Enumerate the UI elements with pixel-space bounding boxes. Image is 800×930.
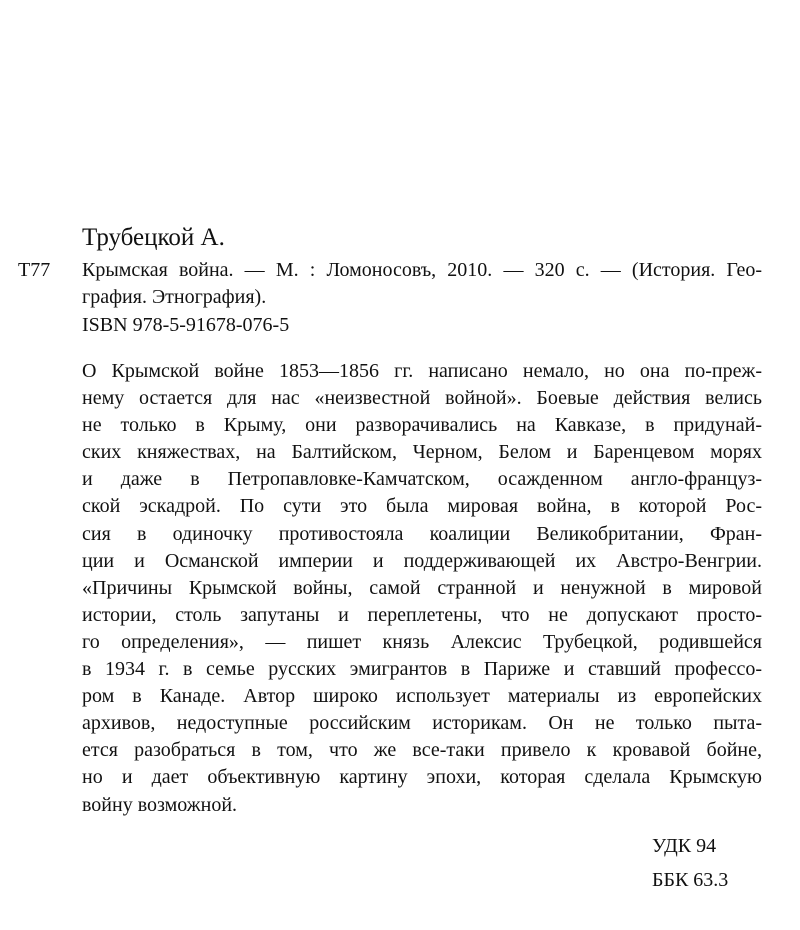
udk-code: УДК 94 — [652, 835, 717, 857]
annotation-line: но и дает объективную картину эпохи, которая сделала Крымскую — [82, 766, 762, 789]
annotation-line: сия в одиночку противостояла коалиции Великобритании, Фран- — [82, 522, 762, 545]
author-name: Трубецкой А. — [82, 224, 225, 251]
annotation-line: ром в Канаде. Автор широко использует материалы из европейских — [82, 685, 762, 708]
bibliographic-line-1: Крымская война. — М. : Ломоносовъ, 2010. — 320 с. — (История. Гео- — [82, 259, 762, 281]
annotation-line: истории, столь запутаны и переплетены, что не допускают просто- — [82, 603, 762, 626]
annotation-line: не только в Крыму, они разворачивались на Кавказе, в придунай- — [82, 414, 762, 437]
bbk-code: ББК 63.3 — [652, 869, 729, 891]
annotation-line: нему остается для нас «неизвестной войной». Боевые действия велись — [82, 387, 762, 410]
annotation-paragraph — [82, 358, 762, 819]
annotation-line: ции и Османской империи и поддерживающей их Австро-Венгрии. — [82, 549, 762, 572]
annotation-line: го определения», — пишет князь Алексис Трубецкой, родившейся — [82, 630, 762, 653]
annotation-line: ется разобраться в том, что же все-таки привело к кровавой бойне, — [82, 739, 762, 762]
annotation-line: ской эскадрой. По сути это была мировая война, в которой Рос- — [82, 495, 762, 518]
bibliographic-line-2: графия. Этнография). — [82, 286, 267, 308]
annotation-line: О Крымской войне 1853—1856 гг. написано немало, но она по-преж- — [82, 360, 762, 382]
catalog-code: Т77 — [18, 259, 51, 281]
annotation-line: «Причины Крымской войны, самой странной и ненужной в мировой — [82, 576, 762, 599]
annotation-line: в 1934 г. в семье русских эмигрантов в Париже и ставший профессо- — [82, 658, 762, 681]
annotation-line: и даже в Петропавловке-Камчатском, осажденном англо-француз- — [82, 468, 762, 491]
annotation-line: войну возможной. — [82, 793, 238, 816]
isbn: ISBN 978-5-91678-076-5 — [82, 314, 290, 336]
annotation-line: ских княжествах, на Балтийском, Черном, Белом и Баренцевом морях — [82, 441, 762, 464]
annotation-line: архивов, недоступные российским историкам. Он не только пыта- — [82, 712, 762, 735]
